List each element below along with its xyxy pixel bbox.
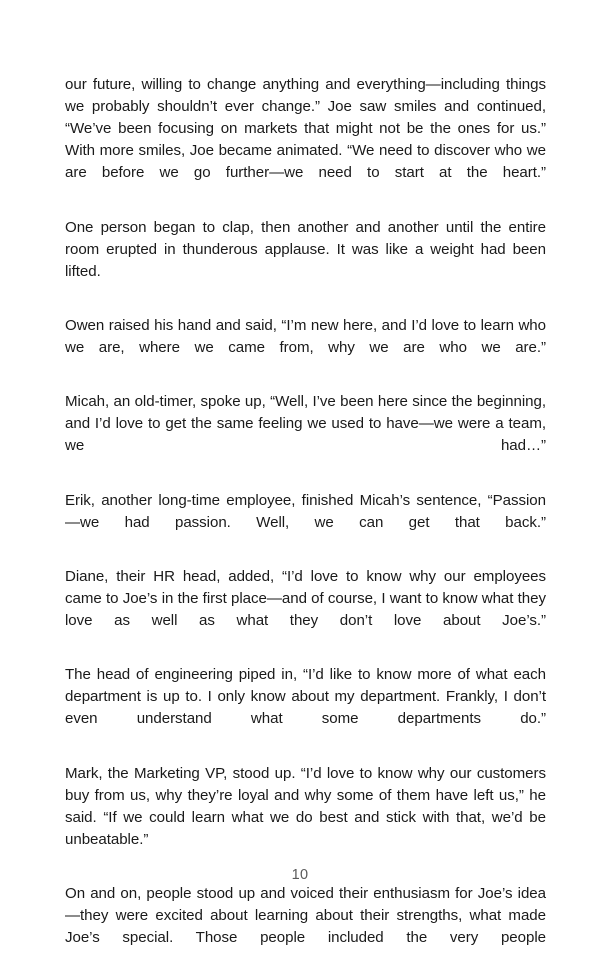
paragraph: our future, willing to change anything and everything—including things we probably shouldn’t ever change.” Joe saw smiles and continued, “We’ve been focusing on markets that might not be the ones for us.” With more smiles, Joe became animated. “We need to discover who we are before we go further—we need to start at the heart.” — [65, 76, 546, 182]
paragraph: Owen raised his hand and said, “I’m new here, and I’d love to learn who we are, where we came from, why we are who we are.” — [65, 316, 546, 357]
paragraph: Mark, the Marketing VP, stood up. “I’d love to know why our customers buy from us, why they’re loyal and why some of them have left us,” he said. “If we could learn what we do best and stick with that, we’d be unbeatable.” — [65, 764, 546, 848]
paragraph: Diane, their HR head, added, “I’d love to know why our employees came to Joe’s in the first place—and of course, I want to know what they love as well as what they don’t love about Joe’s.” — [65, 567, 546, 630]
body-text-column — [65, 74, 546, 971]
paragraph: Micah, an old-timer, spoke up, “Well, I’ve been here since the beginning, and I’d love to get the same feeling we used to have—we were a team, we had…” — [65, 393, 546, 455]
paragraph: Erik, another long-time employee, finished Micah’s sentence, “Passion—we had passion. Well, we can get that back.” — [65, 491, 546, 531]
paragraph: The head of engineering piped in, “I’d like to know more of what each department is up to. I only know about my department. Frankly, I don’t even understand what some departments do.” — [65, 666, 546, 728]
paragraph: On and on, people stood up and voiced their enthusiasm for Joe’s idea—they were excited about learning about their strengths, what made Joe’s special. Those people included the very people — [65, 885, 546, 947]
paragraph: One person began to clap, then another and another until the entire room erupted in thunderous applause. It was like a weight had been lifted. — [65, 218, 546, 280]
page-number: 10 — [291, 867, 309, 883]
